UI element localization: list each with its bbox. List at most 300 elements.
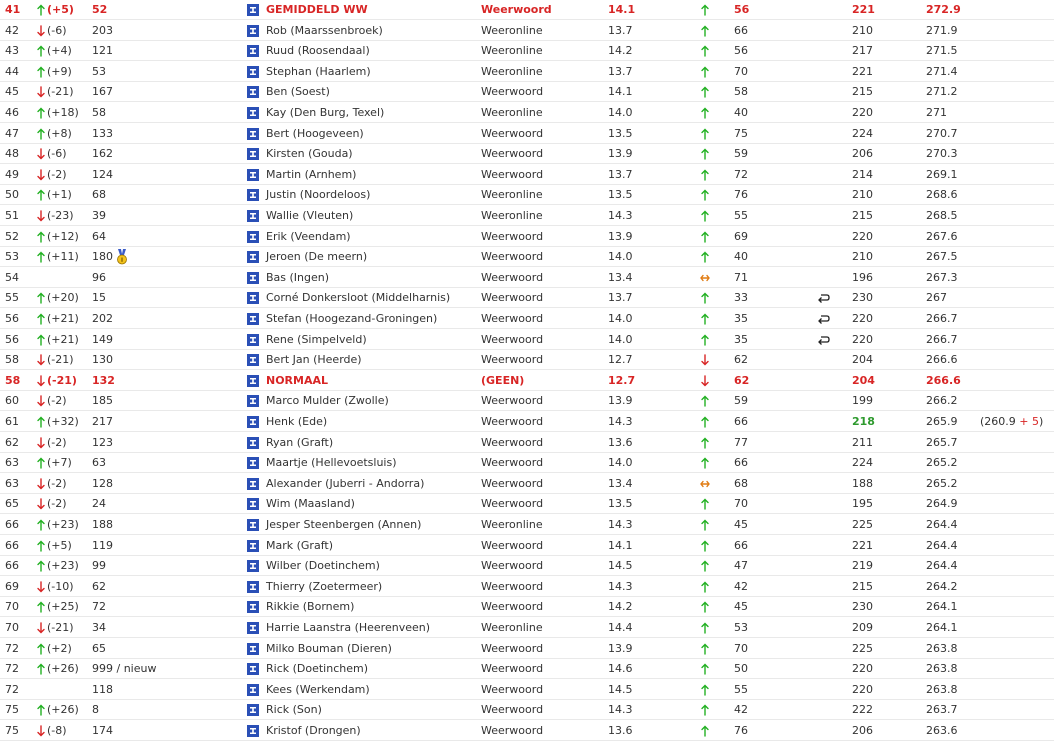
rank: 48 <box>5 147 19 160</box>
total-score: 263.8 <box>926 642 958 655</box>
participant-name[interactable]: Kees (Werkendam) <box>266 683 370 696</box>
rank-change: (-2) <box>47 168 67 181</box>
participant-name[interactable]: Erik (Veendam) <box>266 230 351 243</box>
temperature: 14.2 <box>608 600 633 613</box>
table-row <box>0 350 1054 370</box>
flag-icon <box>247 309 259 329</box>
table-row <box>0 536 1054 556</box>
rank: 63 <box>5 456 19 469</box>
total-score: 264.4 <box>926 518 958 531</box>
flag-icon <box>247 577 259 597</box>
arrow-down-icon <box>36 474 46 494</box>
previous-rank: 121 <box>92 44 113 57</box>
flag-icon <box>247 350 259 370</box>
arrow-up-icon <box>700 82 712 102</box>
flag-icon <box>247 680 259 700</box>
table-row <box>0 721 1054 741</box>
rank: 62 <box>5 436 19 449</box>
temperature: 12.7 <box>608 353 633 366</box>
source: Weeronline <box>481 518 543 531</box>
arrow-up-icon <box>700 62 712 82</box>
rank: 44 <box>5 65 19 78</box>
table-row <box>0 494 1054 514</box>
table-row <box>0 144 1054 164</box>
pressure: 40 <box>734 106 748 119</box>
total-score: 265.2 <box>926 477 958 490</box>
participant-name[interactable]: Jeroen (De meern) <box>266 250 368 263</box>
rank: 75 <box>5 703 19 716</box>
rank-change: (-2) <box>47 477 67 490</box>
rank-change: (+1) <box>47 188 72 201</box>
participant-name[interactable]: Ryan (Graft) <box>266 436 334 449</box>
arrow-up-icon <box>700 391 712 411</box>
table-row <box>0 391 1054 411</box>
rank: 56 <box>5 333 19 346</box>
temperature: 13.9 <box>608 642 633 655</box>
arrow-up-icon <box>700 227 712 247</box>
table-row <box>0 700 1054 720</box>
arrow-up-icon <box>700 433 712 453</box>
score: 219 <box>852 559 873 572</box>
temperature: 14.3 <box>608 518 633 531</box>
rank-change: (+26) <box>47 662 79 675</box>
flag-icon <box>247 597 259 617</box>
rank-change: (+9) <box>47 65 72 78</box>
source: Weeronline <box>481 106 543 119</box>
previous-rank: 128 <box>92 477 113 490</box>
rank-change: (+18) <box>47 106 79 119</box>
total-score: 271 <box>926 106 947 119</box>
arrow-up-icon <box>700 206 712 226</box>
pressure: 53 <box>734 621 748 634</box>
correction-close: ) <box>1039 415 1044 428</box>
temperature: 14.3 <box>608 703 633 716</box>
arrow-up-icon <box>700 639 712 659</box>
flag-icon <box>247 453 259 473</box>
previous-rank: 64 <box>92 230 106 243</box>
pressure: 66 <box>734 24 748 37</box>
rank: 63 <box>5 477 19 490</box>
arrow-up-icon <box>36 309 46 329</box>
arrow-down-icon <box>36 391 46 411</box>
total-score: 263.8 <box>926 662 958 675</box>
arrow-up-icon <box>36 659 46 679</box>
source: Weerwoord <box>481 3 552 16</box>
arrow-up-icon <box>700 700 712 720</box>
arrow-up-icon <box>700 556 712 576</box>
source: Weerwoord <box>481 250 544 263</box>
previous-rank: 188 <box>92 518 113 531</box>
rank: 65 <box>5 497 19 510</box>
previous-rank: 118 <box>92 683 113 696</box>
rank: 53 <box>5 250 19 263</box>
participant-name[interactable]: Martin (Arnhem) <box>266 168 357 181</box>
arrow-up-icon <box>700 659 712 679</box>
rank-change: (+26) <box>47 703 79 716</box>
arrow-up-icon <box>700 536 712 556</box>
arrow-up-icon <box>36 288 46 308</box>
arrow-up-icon <box>36 330 46 350</box>
flag-icon <box>247 391 259 411</box>
source: Weerwoord <box>481 127 544 140</box>
total-score: 267.5 <box>926 250 958 263</box>
flag-icon <box>247 165 259 185</box>
pressure: 66 <box>734 415 748 428</box>
flag-icon <box>247 330 259 350</box>
flag-icon <box>247 206 259 226</box>
total-score: 264.9 <box>926 497 958 510</box>
correction-base: (260.9 <box>980 415 1016 428</box>
score-correction <box>980 412 1050 432</box>
temperature: 13.7 <box>608 291 633 304</box>
participant-name[interactable]: Harrie Laanstra (Heerenveen) <box>266 621 430 634</box>
rank: 56 <box>5 312 19 325</box>
temperature: 14.3 <box>608 580 633 593</box>
rank-change: (-6) <box>47 24 67 37</box>
source: Weerwoord <box>481 724 544 737</box>
score: 230 <box>852 291 873 304</box>
rank: 54 <box>5 271 19 284</box>
total-score: 271.5 <box>926 44 958 57</box>
source: Weerwoord <box>481 703 544 716</box>
table-row <box>0 165 1054 185</box>
rank-change: (+5) <box>47 3 74 16</box>
arrow-up-icon <box>700 185 712 205</box>
rank-change: (+20) <box>47 291 79 304</box>
score: 210 <box>852 188 873 201</box>
temperature: 14.6 <box>608 662 633 675</box>
source: Weerwoord <box>481 291 544 304</box>
table-row <box>0 0 1054 20</box>
score: 222 <box>852 703 873 716</box>
source: Weeronline <box>481 188 543 201</box>
participant-name[interactable]: Kay (Den Burg, Texel) <box>266 106 385 119</box>
flag-icon <box>247 247 259 267</box>
score: 188 <box>852 477 873 490</box>
pressure: 66 <box>734 539 748 552</box>
rank-change: (+25) <box>47 600 79 613</box>
total-score: 264.1 <box>926 621 958 634</box>
participant-name[interactable]: GEMIDDELD WW <box>266 3 368 16</box>
participant-name[interactable]: Rob (Maarssenbroek) <box>266 24 383 37</box>
rank: 58 <box>5 374 21 387</box>
source: Weerwoord <box>481 147 544 160</box>
table-row <box>0 659 1054 679</box>
arrow-up-icon <box>36 103 46 123</box>
arrow-up-icon <box>36 556 46 576</box>
score: 214 <box>852 168 873 181</box>
participant-name[interactable]: Ben (Soest) <box>266 85 330 98</box>
participant-name[interactable]: Marco Mulder (Zwolle) <box>266 394 389 407</box>
arrow-down-icon <box>36 721 46 741</box>
temperature: 14.5 <box>608 683 633 696</box>
previous-rank: 124 <box>92 168 113 181</box>
rank: 69 <box>5 580 19 593</box>
table-row <box>0 412 1054 432</box>
temperature: 13.4 <box>608 271 633 284</box>
table-row <box>0 597 1054 617</box>
participant-name[interactable]: Rene (Simpelveld) <box>266 333 367 346</box>
source: Weeronline <box>481 209 543 222</box>
participant-name[interactable]: Bert Jan (Heerde) <box>266 353 362 366</box>
rank-change: (+21) <box>47 312 79 325</box>
score: 215 <box>852 209 873 222</box>
table-row <box>0 474 1054 494</box>
participant-name[interactable]: Corné Donkersloot (Middelharnis) <box>266 291 451 304</box>
score: 225 <box>852 518 873 531</box>
score: 220 <box>852 230 873 243</box>
participant-name[interactable]: Mark (Graft) <box>266 539 333 552</box>
previous-rank: 132 <box>92 374 115 387</box>
participant-name[interactable]: Wallie (Vleuten) <box>266 209 354 222</box>
pressure: 70 <box>734 65 748 78</box>
pressure: 70 <box>734 497 748 510</box>
arrow-down-icon <box>36 494 46 514</box>
participant-name[interactable]: Henk (Ede) <box>266 415 328 428</box>
total-score: 266.6 <box>926 374 961 387</box>
arrow-up-icon <box>36 680 46 700</box>
arrow-down-icon <box>36 371 46 391</box>
arrow-up-icon <box>36 536 46 556</box>
rank: 60 <box>5 394 19 407</box>
total-score: 266.6 <box>926 353 958 366</box>
temperature: 14.1 <box>608 539 633 552</box>
previous-rank: 180 <box>92 250 113 263</box>
total-score: 266.7 <box>926 312 958 325</box>
rank: 75 <box>5 724 19 737</box>
arrow-up-icon <box>700 330 712 350</box>
rank-change: (+2) <box>47 642 72 655</box>
temperature: 14.4 <box>608 621 633 634</box>
temperature: 14.2 <box>608 44 633 57</box>
table-row <box>0 680 1054 700</box>
participant-name[interactable]: Jesper Steenbergen (Annen) <box>266 518 422 531</box>
table-row <box>0 185 1054 205</box>
previous-rank: 65 <box>92 642 106 655</box>
arrow-up-icon <box>36 247 46 267</box>
temperature: 14.5 <box>608 559 633 572</box>
arrow-left-right-icon <box>700 268 712 288</box>
total-score: 267 <box>926 291 947 304</box>
pressure: 71 <box>734 271 748 284</box>
participant-name[interactable]: Maartje (Hellevoetsluis) <box>266 456 397 469</box>
total-score: 266.2 <box>926 394 958 407</box>
table-row <box>0 556 1054 576</box>
arrow-up-icon <box>36 185 46 205</box>
participant-name[interactable]: Thierry (Zoetermeer) <box>266 580 383 593</box>
arrow-up-icon <box>36 268 46 288</box>
rank-change: (-21) <box>47 374 77 387</box>
participant-name[interactable]: Rick (Son) <box>266 703 322 716</box>
pressure: 47 <box>734 559 748 572</box>
rank-change: (+8) <box>47 127 72 140</box>
arrow-up-icon <box>700 577 712 597</box>
flag-icon <box>247 227 259 247</box>
flag-icon <box>247 556 259 576</box>
arrow-down-icon <box>700 350 712 370</box>
participant-name[interactable]: Wim (Maasland) <box>266 497 355 510</box>
pressure: 75 <box>734 127 748 140</box>
previous-rank: 162 <box>92 147 113 160</box>
rank-change <box>47 680 87 700</box>
total-score: 264.1 <box>926 600 958 613</box>
arrow-down-icon <box>36 618 46 638</box>
pressure: 76 <box>734 724 748 737</box>
flag-icon <box>247 639 259 659</box>
temperature: 13.6 <box>608 724 633 737</box>
participant-name[interactable]: Milko Bouman (Dieren) <box>266 642 392 655</box>
participant-name[interactable]: Alexander (Juberri - Andorra) <box>266 477 425 490</box>
flag-icon <box>247 288 259 308</box>
pressure: 33 <box>734 291 748 304</box>
rank: 70 <box>5 621 19 634</box>
pressure: 40 <box>734 250 748 263</box>
flag-icon <box>247 144 259 164</box>
arrow-up-icon <box>700 165 712 185</box>
arrow-down-icon <box>36 144 46 164</box>
pressure: 35 <box>734 333 748 346</box>
arrow-up-icon <box>700 597 712 617</box>
participant-name[interactable]: Rick (Doetinchem) <box>266 662 369 675</box>
source: (GEEN) <box>481 374 525 387</box>
flag-icon <box>247 0 259 20</box>
rank: 46 <box>5 106 19 119</box>
source: Weerwoord <box>481 580 544 593</box>
pressure: 66 <box>734 456 748 469</box>
temperature: 12.7 <box>608 374 636 387</box>
temperature: 14.0 <box>608 312 633 325</box>
source: Weerwoord <box>481 662 544 675</box>
source: Weerwoord <box>481 539 544 552</box>
table-row <box>0 618 1054 638</box>
flag-icon <box>247 700 259 720</box>
arrow-up-icon <box>700 721 712 741</box>
rank-change: (-21) <box>47 621 74 634</box>
table-row <box>0 62 1054 82</box>
total-score: 270.3 <box>926 147 958 160</box>
temperature: 14.0 <box>608 106 633 119</box>
participant-name[interactable]: NORMAAL <box>266 374 329 387</box>
score: 224 <box>852 456 873 469</box>
rank: 52 <box>5 230 19 243</box>
table-row <box>0 453 1054 473</box>
arrow-up-icon <box>36 597 46 617</box>
return-arrow-icon <box>817 288 831 308</box>
rank: 49 <box>5 168 19 181</box>
source: Weerwoord <box>481 642 544 655</box>
score: 206 <box>852 724 873 737</box>
rank-change: (-6) <box>47 147 67 160</box>
pressure: 77 <box>734 436 748 449</box>
arrow-down-icon <box>700 371 712 391</box>
arrow-up-icon <box>700 144 712 164</box>
temperature: 14.0 <box>608 250 633 263</box>
arrow-left-right-icon <box>700 474 712 494</box>
temperature: 13.5 <box>608 127 633 140</box>
arrow-up-icon <box>700 515 712 535</box>
rank-change: (+12) <box>47 230 79 243</box>
pressure: 59 <box>734 147 748 160</box>
source: Weerwoord <box>481 415 544 428</box>
participant-name[interactable]: Rikkie (Bornem) <box>266 600 355 613</box>
score: 211 <box>852 436 873 449</box>
temperature: 14.3 <box>608 415 633 428</box>
table-row <box>0 330 1054 350</box>
flag-icon <box>247 124 259 144</box>
arrow-up-icon <box>700 41 712 61</box>
pressure: 45 <box>734 518 748 531</box>
previous-rank: 119 <box>92 539 113 552</box>
score: 221 <box>852 3 875 16</box>
participant-name[interactable]: Bas (Ingen) <box>266 271 330 284</box>
arrow-down-icon <box>36 82 46 102</box>
total-score: 266.7 <box>926 333 958 346</box>
previous-rank: 203 <box>92 24 113 37</box>
participant-name[interactable]: Kristof (Drongen) <box>266 724 361 737</box>
table-row <box>0 288 1054 308</box>
participant-name[interactable]: Bert (Hoogeveen) <box>266 127 364 140</box>
temperature: 13.4 <box>608 477 633 490</box>
score: 220 <box>852 312 873 325</box>
total-score: 270.7 <box>926 127 958 140</box>
score: 220 <box>852 333 873 346</box>
table-row <box>0 268 1054 288</box>
rank-change: (-2) <box>47 497 67 510</box>
return-arrow-icon <box>817 330 831 350</box>
rank-change: (+23) <box>47 518 79 531</box>
total-score: 265.2 <box>926 456 958 469</box>
rank-change: (-2) <box>47 394 67 407</box>
participant-name[interactable]: Justin (Noordeloos) <box>266 188 371 201</box>
arrow-up-icon <box>700 0 712 20</box>
medal-icon <box>115 247 129 267</box>
total-score: 263.7 <box>926 703 958 716</box>
arrow-up-icon <box>36 41 46 61</box>
return-arrow-icon <box>817 309 831 329</box>
temperature: 13.7 <box>608 24 633 37</box>
score: 220 <box>852 683 873 696</box>
total-score: 263.6 <box>926 724 958 737</box>
arrow-down-icon <box>36 206 46 226</box>
total-score: 263.8 <box>926 683 958 696</box>
score: 204 <box>852 374 875 387</box>
arrow-up-icon <box>36 62 46 82</box>
score: 221 <box>852 65 873 78</box>
previous-rank: 39 <box>92 209 106 222</box>
flag-icon <box>247 185 259 205</box>
flag-icon <box>247 433 259 453</box>
table-row <box>0 227 1054 247</box>
rank: 72 <box>5 683 19 696</box>
previous-rank: 999 / nieuw <box>92 662 157 675</box>
source: Weeronline <box>481 621 543 634</box>
participant-name[interactable]: Stefan (Hoogezand-Groningen) <box>266 312 438 325</box>
participant-name[interactable]: Wilber (Doetinchem) <box>266 559 380 572</box>
pressure: 69 <box>734 230 748 243</box>
previous-rank: 72 <box>92 600 106 613</box>
arrow-up-icon <box>36 412 46 432</box>
arrow-up-icon <box>700 124 712 144</box>
flag-icon <box>247 82 259 102</box>
temperature: 13.7 <box>608 65 633 78</box>
participant-name[interactable]: Ruud (Roosendaal) <box>266 44 370 57</box>
participant-name[interactable]: Stephan (Haarlem) <box>266 65 371 78</box>
source: Weerwoord <box>481 600 544 613</box>
source: Weerwoord <box>481 85 544 98</box>
arrow-up-icon <box>36 639 46 659</box>
arrow-up-icon <box>700 103 712 123</box>
participant-name[interactable]: Kirsten (Gouda) <box>266 147 353 160</box>
